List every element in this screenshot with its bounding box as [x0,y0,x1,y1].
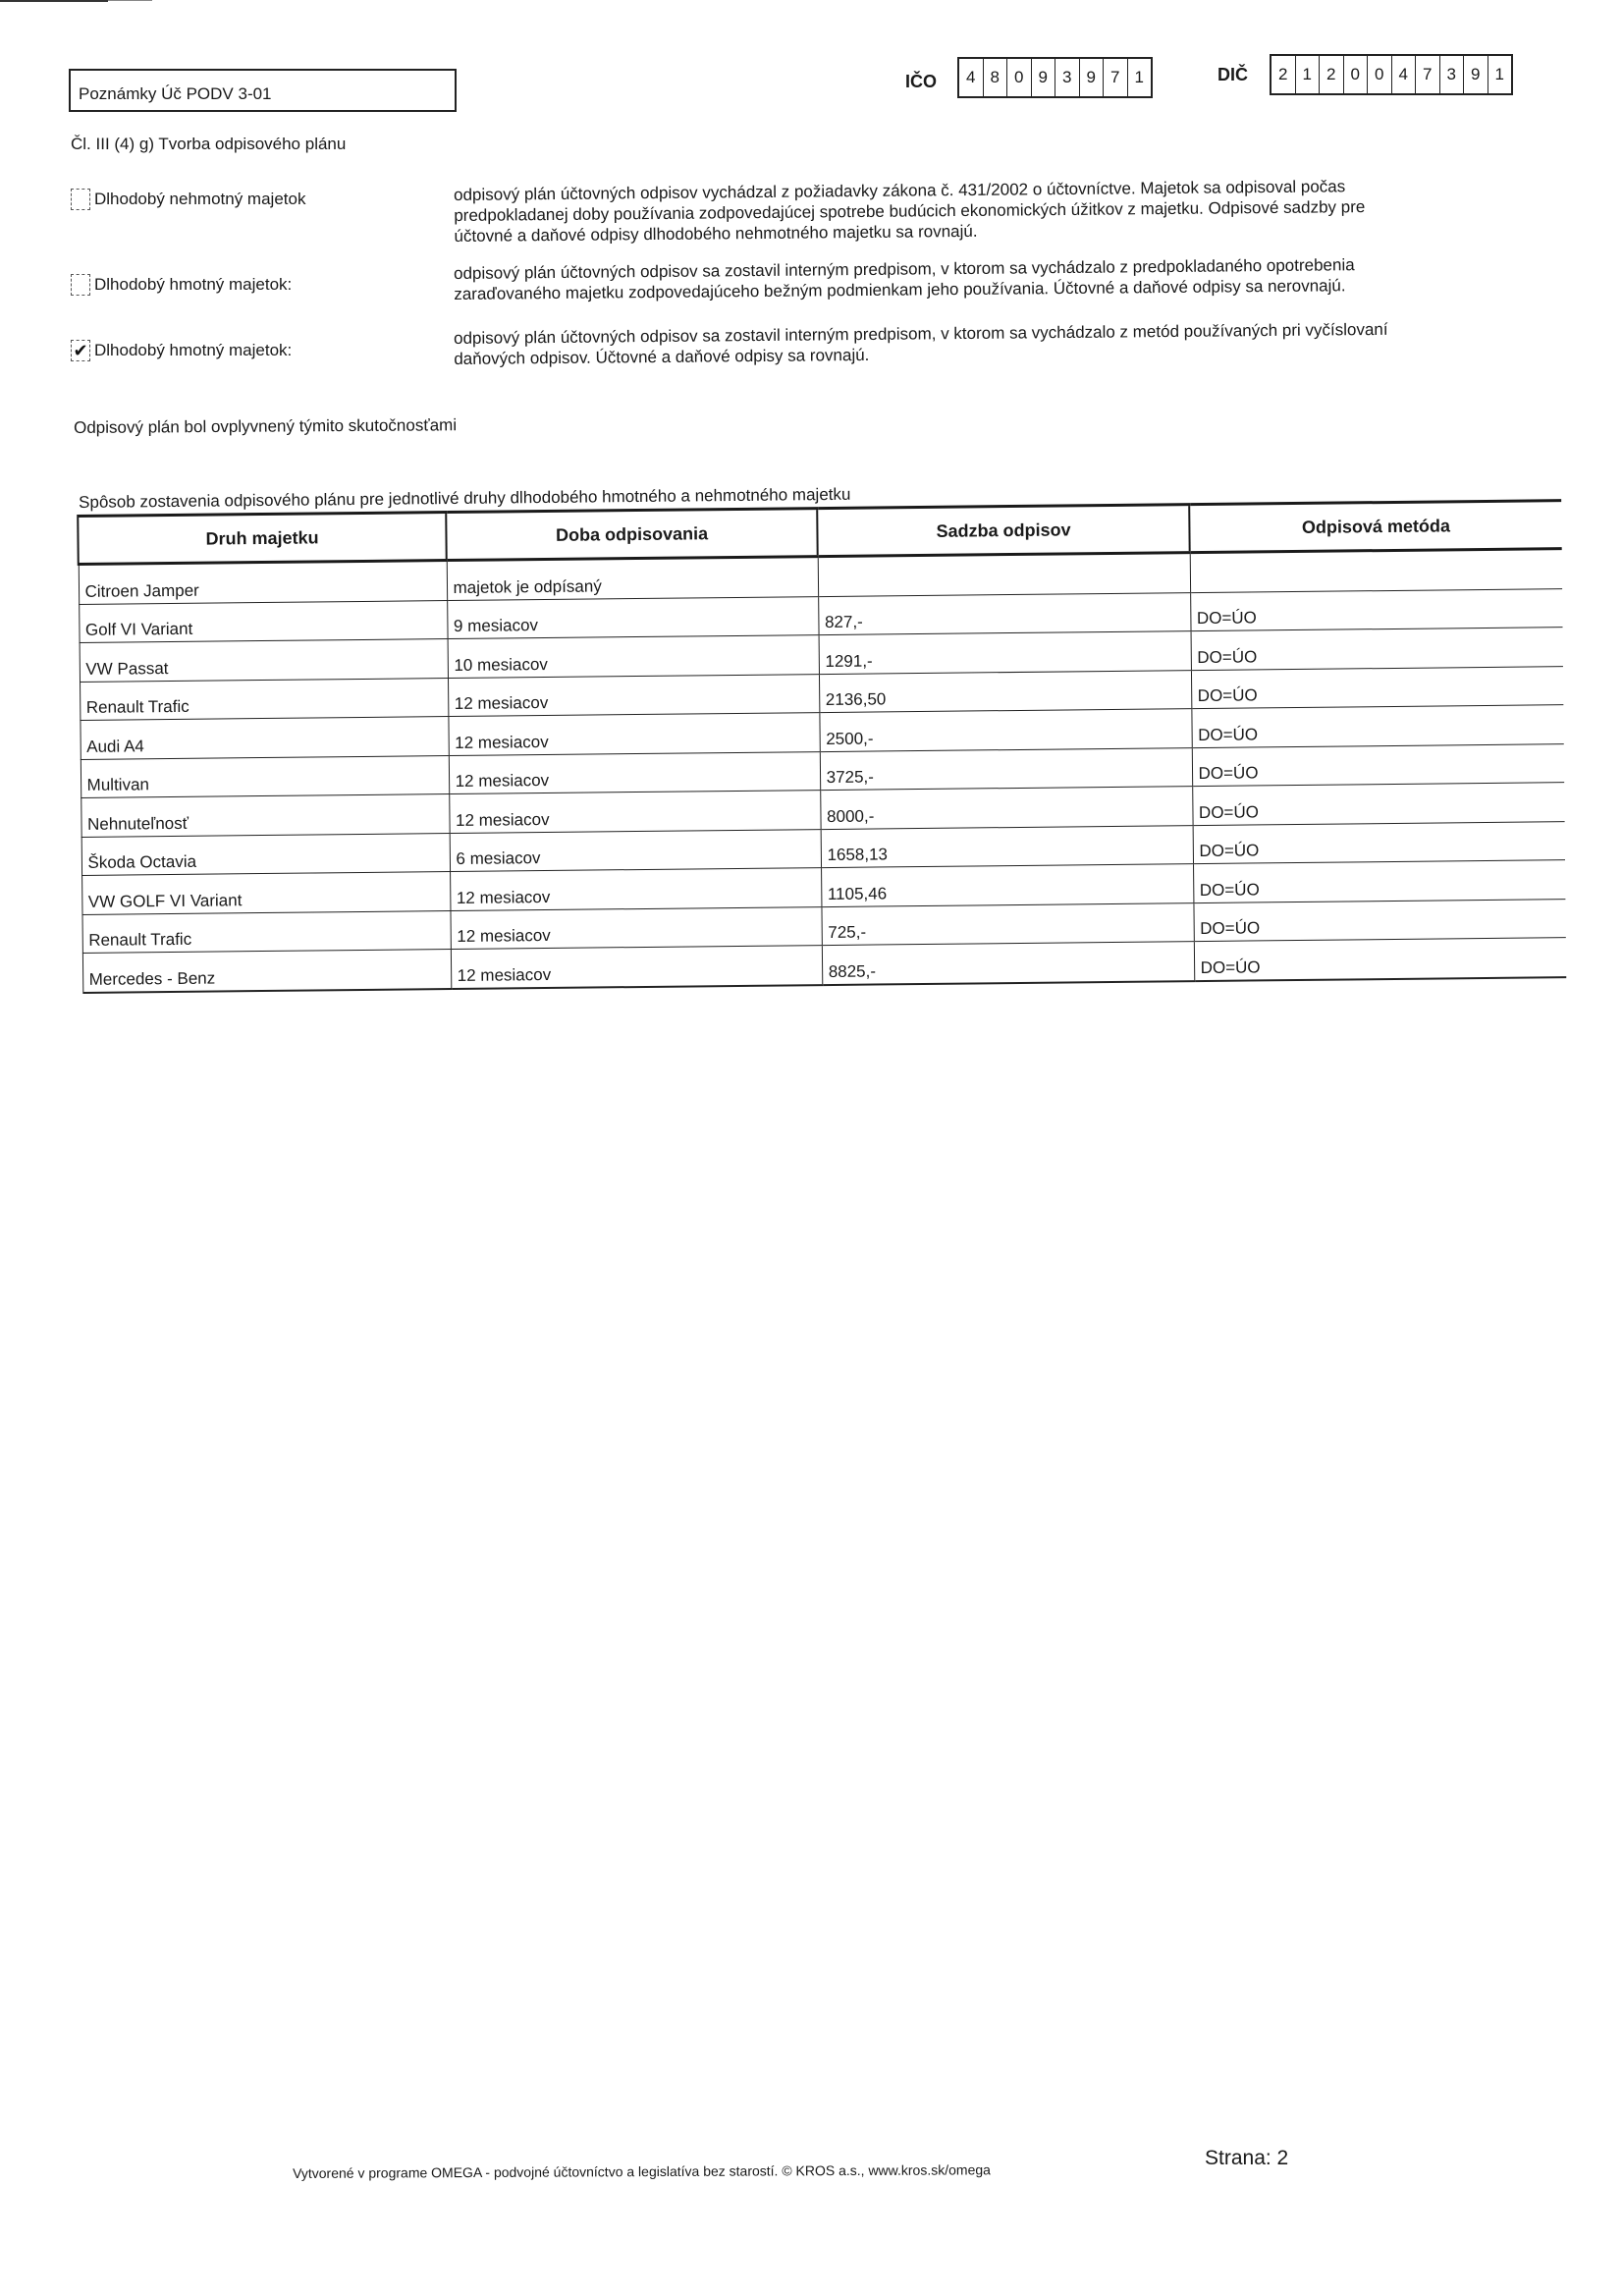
cell-period: 12 mesiacov [449,751,820,793]
checkbox-intangible[interactable] [71,189,90,210]
text-line: odpisový plán účtovných odpisov sa zostavil interným predpisom, v ktorom sa vychádzalo z predpokladaného opotrebenia [454,255,1355,283]
ico-digit: 9 [1032,59,1056,96]
form-code-box [69,69,457,112]
table-body [79,549,1566,993]
cell-method: DO=ÚO [1191,666,1563,708]
ico-digit: 7 [1104,59,1128,96]
cell-rate: 1658,13 [821,825,1193,867]
ico-digit: 9 [1080,59,1105,96]
cell-method: DO=ÚO [1191,628,1563,670]
ico-digit-boxes [957,57,1153,98]
cell-rate: 827,- [818,592,1190,634]
cell-asset-type: Renault Trafic [81,910,450,953]
cell-method: DO=ÚO [1193,899,1565,941]
cell-rate: 3725,- [820,747,1192,790]
dic-digit: 0 [1368,56,1392,93]
cell-method [1190,549,1562,592]
cell-rate: 2136,50 [819,670,1191,712]
cell-method: DO=ÚO [1194,938,1566,981]
cell-method: DO=ÚO [1191,705,1563,747]
depreciation-table-block [77,477,1574,993]
dic-digit: 2 [1271,56,1296,93]
ico-digit: 4 [959,59,984,96]
cell-asset-type: VW GOLF VI Variant [81,872,450,914]
dic-digit: 2 [1320,56,1344,93]
dic-digit: 3 [1440,56,1465,93]
cell-period: 9 mesiacov [447,596,818,638]
section-title: Čl. III (4) g) Tvorba odpisového plánu [71,135,347,153]
cell-rate: 1105,46 [821,864,1193,906]
cell-rate: 8825,- [822,942,1194,985]
cell-asset-type: Renault Trafic [80,678,448,720]
cell-asset-type: Golf VI Variant [79,600,447,642]
cell-rate: 2500,- [819,709,1191,751]
header-method: Odpisová metóda [1189,501,1561,553]
cell-period: majetok je odpísaný [447,557,818,600]
option-intangible-label: Dlhodobý nehmotný majetok [94,190,306,208]
dic-digit: 7 [1416,56,1440,93]
dic-label: DIČ [1217,65,1248,84]
text-line: predpokladanej doby používania zodpovedajúcej spotrebe budúcich ekonomických úžitkov z majetku. Odpisové sadzby pre [454,197,1366,225]
cell-asset-type: Citroen Jamper [79,561,447,604]
cell-period: 12 mesiacov [449,791,820,833]
cell-period: 12 mesiacov [448,674,819,716]
text-line: účtovné a daňové odpisy dlhodobého nehmotného majetku sa rovnajú. [454,221,978,246]
header-period: Doba odpisovania [446,509,818,561]
cell-rate: 8000,- [820,787,1192,829]
dic-digit-boxes [1270,54,1513,95]
cell-asset-type: Mercedes - Benz [82,950,451,993]
option-tangible-tax-text [454,318,1494,369]
option-tangible-tax [71,340,292,361]
option-tangible-internal-text [454,253,1494,304]
header-asset-type: Druh majetku [78,513,447,565]
header-rate: Sadzba odpisov [817,505,1189,557]
cell-asset-type: VW Passat [80,639,448,682]
page-number: Strana: 2 [1205,2147,1289,2169]
checkbox-tangible-internal[interactable] [71,274,90,296]
dic-digit: 4 [1392,56,1417,93]
top-rule [0,0,108,2]
option-intangible [71,189,305,210]
cell-asset-type: Škoda Octavia [81,833,450,875]
cell-period: 6 mesiacov [450,829,821,871]
cell-rate: 1291,- [819,631,1191,674]
table-caption: Spôsob zostavenia odpisového plánu pre jednotlivé druhy dlhodobého hmotného a nehmotného majetku [78,484,851,512]
cell-period: 12 mesiacov [448,713,819,755]
cell-method: DO=ÚO [1193,860,1565,902]
ico-label: IČO [905,72,938,91]
option-tangible-internal [71,274,292,296]
ico-digit: 3 [1055,59,1080,96]
cell-period: 12 mesiacov [450,868,821,910]
cell-period: 12 mesiacov [451,906,822,949]
cell-method: DO=ÚO [1192,743,1564,786]
option-intangible-text [454,175,1495,246]
footer-credit: Vytvorené v programe OMEGA - podvojné účtovníctvo a legislatíva bez starostí. © KROS a.s., www.kros.sk/omega [293,2161,991,2181]
option-tangible-tax-label: Dlhodobý hmotný majetok: [94,341,293,359]
ico-digit: 0 [1007,59,1032,96]
depreciation-table [77,499,1566,993]
cell-asset-type: Multivan [81,755,449,797]
form-code-label: Poznámky Úč PODV 3-01 [79,84,272,103]
checkmark-icon[interactable]: ✔ [71,340,90,361]
cell-period: 10 mesiacov [448,635,819,678]
cell-method: DO=ÚO [1192,783,1564,825]
ico-digit: 1 [1134,68,1144,86]
cell-rate [818,553,1190,596]
cell-method: DO=ÚO [1190,588,1562,630]
dic-digit: 9 [1464,56,1488,93]
cell-period: 12 mesiacov [451,946,822,989]
influenced-text: Odpisový plán bol ovplyvnený týmito skutočnosťami [74,415,458,437]
text-line: odpisový plán účtovných odpisov sa zostavil interným predpisom, v ktorom sa vychádzalo z metód používaných pri vyčíslovaní [454,319,1388,348]
option-tangible-internal-label: Dlhodobý hmotný majetok: [94,275,293,294]
text-line: daňových odpisov. Účtovné a daňové odpisy sa rovnajú. [454,345,870,368]
top-rule-thin [108,0,152,1]
dic-digit: 1 [1494,65,1504,83]
cell-method: DO=ÚO [1193,821,1565,863]
text-line: odpisový plán účtovných odpisov vychádzal z požiadavky zákona č. 431/2002 o účtovníctve. Majetok sa odpisoval počas [454,177,1346,204]
ico-digit: 8 [984,59,1008,96]
cell-asset-type: Audi A4 [80,717,448,759]
cell-asset-type: Nehnuteľnosť [81,794,449,837]
text-line: zaraďovaného majetku zodpovedajúceho bežným podmienkam jeho používania. Účtovné a daňové odpisy sa nerovnajú. [454,276,1346,303]
dic-digit: 1 [1296,56,1321,93]
cell-rate: 725,- [822,902,1194,945]
dic-digit: 0 [1344,56,1369,93]
